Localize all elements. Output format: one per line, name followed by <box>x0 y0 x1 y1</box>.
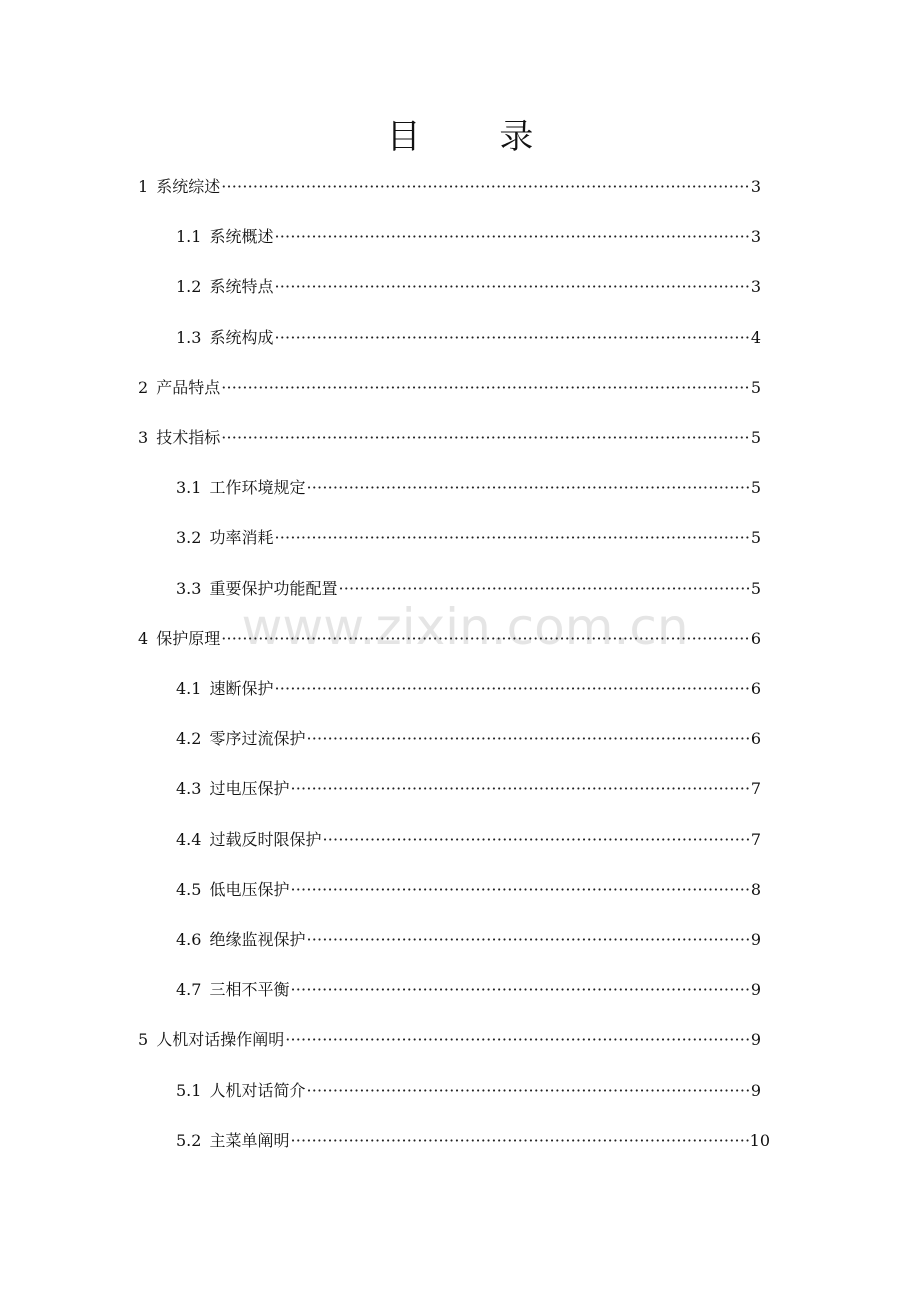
toc-entry-number: 3.2 <box>176 528 202 548</box>
toc-entry-page-number: 8 <box>750 879 761 899</box>
toc-dot-leader <box>221 425 750 451</box>
toc-dot-leader <box>306 927 749 953</box>
toc-dot-leader <box>306 1078 749 1104</box>
toc-entry[interactable] <box>176 676 761 702</box>
toc-entry-number: 3.3 <box>176 578 202 598</box>
toc-entry[interactable] <box>138 626 761 652</box>
toc-entry-number: 4.1 <box>176 679 202 698</box>
toc-entry-title: 人机对话简介 <box>209 1080 306 1100</box>
toc-entry-page-number: 9 <box>750 1030 761 1050</box>
toc-entry[interactable] <box>138 1027 761 1053</box>
toc-entry-title: 人机对话操作阐明 <box>156 1030 285 1050</box>
toc-entry[interactable] <box>176 927 761 953</box>
toc-dot-leader <box>274 676 749 702</box>
toc-entry-number: 1 <box>138 177 149 196</box>
toc-entry-page-number: 6 <box>750 729 761 749</box>
toc-entry[interactable] <box>176 525 761 551</box>
watermark: www.zixin.com.cn <box>241 598 689 656</box>
toc-dot-leader <box>290 977 749 1003</box>
toc-entry-title: 速断保护 <box>209 679 274 698</box>
toc-dot-leader <box>274 224 749 250</box>
toc-entry[interactable] <box>176 776 761 802</box>
toc-entry-title: 零序过流保护 <box>209 729 306 749</box>
toc-entry-title: 过载反时限保护 <box>209 829 322 849</box>
toc-entry-title: 系统综述 <box>156 177 221 196</box>
toc-entry-title: 工作环境规定 <box>209 478 306 498</box>
toc-entry[interactable] <box>176 1078 761 1104</box>
toc-entry-title: 过电压保护 <box>209 779 290 799</box>
toc-entry-title: 系统构成 <box>209 327 274 347</box>
toc-entry-title: 功率消耗 <box>209 528 274 548</box>
toc-dot-leader <box>306 475 749 501</box>
toc-entry-title: 主菜单阐明 <box>209 1130 290 1150</box>
toc-entry-number: 1.2 <box>176 277 202 297</box>
toc-entry-title: 三相不平衡 <box>209 980 290 1000</box>
toc-dot-leader <box>338 576 749 602</box>
toc-dot-leader <box>221 174 750 200</box>
toc-dot-leader <box>274 325 749 351</box>
toc-entry-page-number: 6 <box>750 679 761 698</box>
toc-entry[interactable] <box>176 827 761 853</box>
toc-entry-page-number: 3 <box>750 277 761 297</box>
toc-dot-leader <box>290 1128 748 1154</box>
toc-entry-number: 4.2 <box>176 729 202 749</box>
toc-entry-title: 系统特点 <box>209 277 274 297</box>
toc-entry-page-number: 9 <box>750 1080 761 1100</box>
toc-entry-number: 4.4 <box>176 829 202 849</box>
toc-dot-leader <box>290 877 749 903</box>
toc-entry[interactable] <box>138 425 761 451</box>
toc-entry-page-number: 5 <box>750 377 761 397</box>
toc-entry-page-number: 3 <box>750 177 761 196</box>
toc-entry-number: 4.3 <box>176 779 202 799</box>
toc-entry-title: 技术指标 <box>156 428 221 447</box>
toc-entry-number: 5 <box>138 1030 149 1050</box>
toc-entry-page-number: 7 <box>750 779 761 799</box>
toc-entry-number: 1.1 <box>176 227 202 247</box>
toc-dot-leader <box>274 274 749 300</box>
toc-dot-leader <box>274 525 749 551</box>
toc-entry-page-number: 5 <box>750 428 761 447</box>
toc-entry[interactable] <box>176 726 761 752</box>
toc-entry-number: 5.2 <box>176 1130 202 1150</box>
toc-entry-page-number: 9 <box>750 980 761 1000</box>
toc-entry-number: 3.1 <box>176 478 202 498</box>
toc-entry-number: 4.7 <box>176 980 202 1000</box>
toc-entry-page-number: 5 <box>750 528 761 548</box>
toc-entry[interactable] <box>176 977 761 1003</box>
toc-entry-page-number: 4 <box>750 327 761 347</box>
toc-entry-number: 3 <box>138 428 149 447</box>
toc-entry-page-number: 6 <box>750 628 761 648</box>
toc-title: 目 录 <box>386 117 568 157</box>
toc-entry-page-number: 3 <box>750 227 761 247</box>
toc-entry-number: 2 <box>138 377 149 397</box>
toc-entry[interactable] <box>176 1128 770 1154</box>
toc-entry[interactable] <box>176 877 761 903</box>
toc-entry-page-number: 5 <box>750 578 761 598</box>
toc-entry[interactable] <box>176 325 761 351</box>
toc-entry[interactable] <box>176 224 761 250</box>
toc-dot-leader <box>221 626 750 652</box>
toc-entry[interactable] <box>176 475 761 501</box>
toc-entry-page-number: 9 <box>750 930 761 949</box>
toc-entry[interactable] <box>138 174 761 200</box>
toc-entry[interactable] <box>176 274 761 300</box>
toc-entry[interactable] <box>138 375 761 401</box>
toc-entry-number: 4.6 <box>176 930 202 949</box>
toc-entry-page-number: 10 <box>749 1130 770 1150</box>
toc-entry[interactable] <box>176 576 761 602</box>
toc-dot-leader <box>285 1027 750 1053</box>
toc-entry-title: 系统概述 <box>209 227 274 247</box>
toc-entry-number: 4.5 <box>176 879 202 899</box>
toc-dot-leader <box>322 827 749 853</box>
toc-entry-title: 保护原理 <box>156 628 221 648</box>
toc-dot-leader <box>221 375 750 401</box>
toc-dot-leader <box>306 726 749 752</box>
toc-entry-title: 产品特点 <box>156 377 221 397</box>
toc-entry-number: 5.1 <box>176 1080 202 1100</box>
toc-entry-title: 重要保护功能配置 <box>209 578 338 598</box>
toc-entry-number: 4 <box>138 628 149 648</box>
toc-entry-title: 低电压保护 <box>209 879 290 899</box>
toc-entry-page-number: 7 <box>750 829 761 849</box>
toc-entry-page-number: 5 <box>750 478 761 498</box>
toc-entry-number: 1.3 <box>176 327 202 347</box>
toc-entry-title: 绝缘监视保护 <box>209 930 306 949</box>
toc-dot-leader <box>290 776 749 802</box>
